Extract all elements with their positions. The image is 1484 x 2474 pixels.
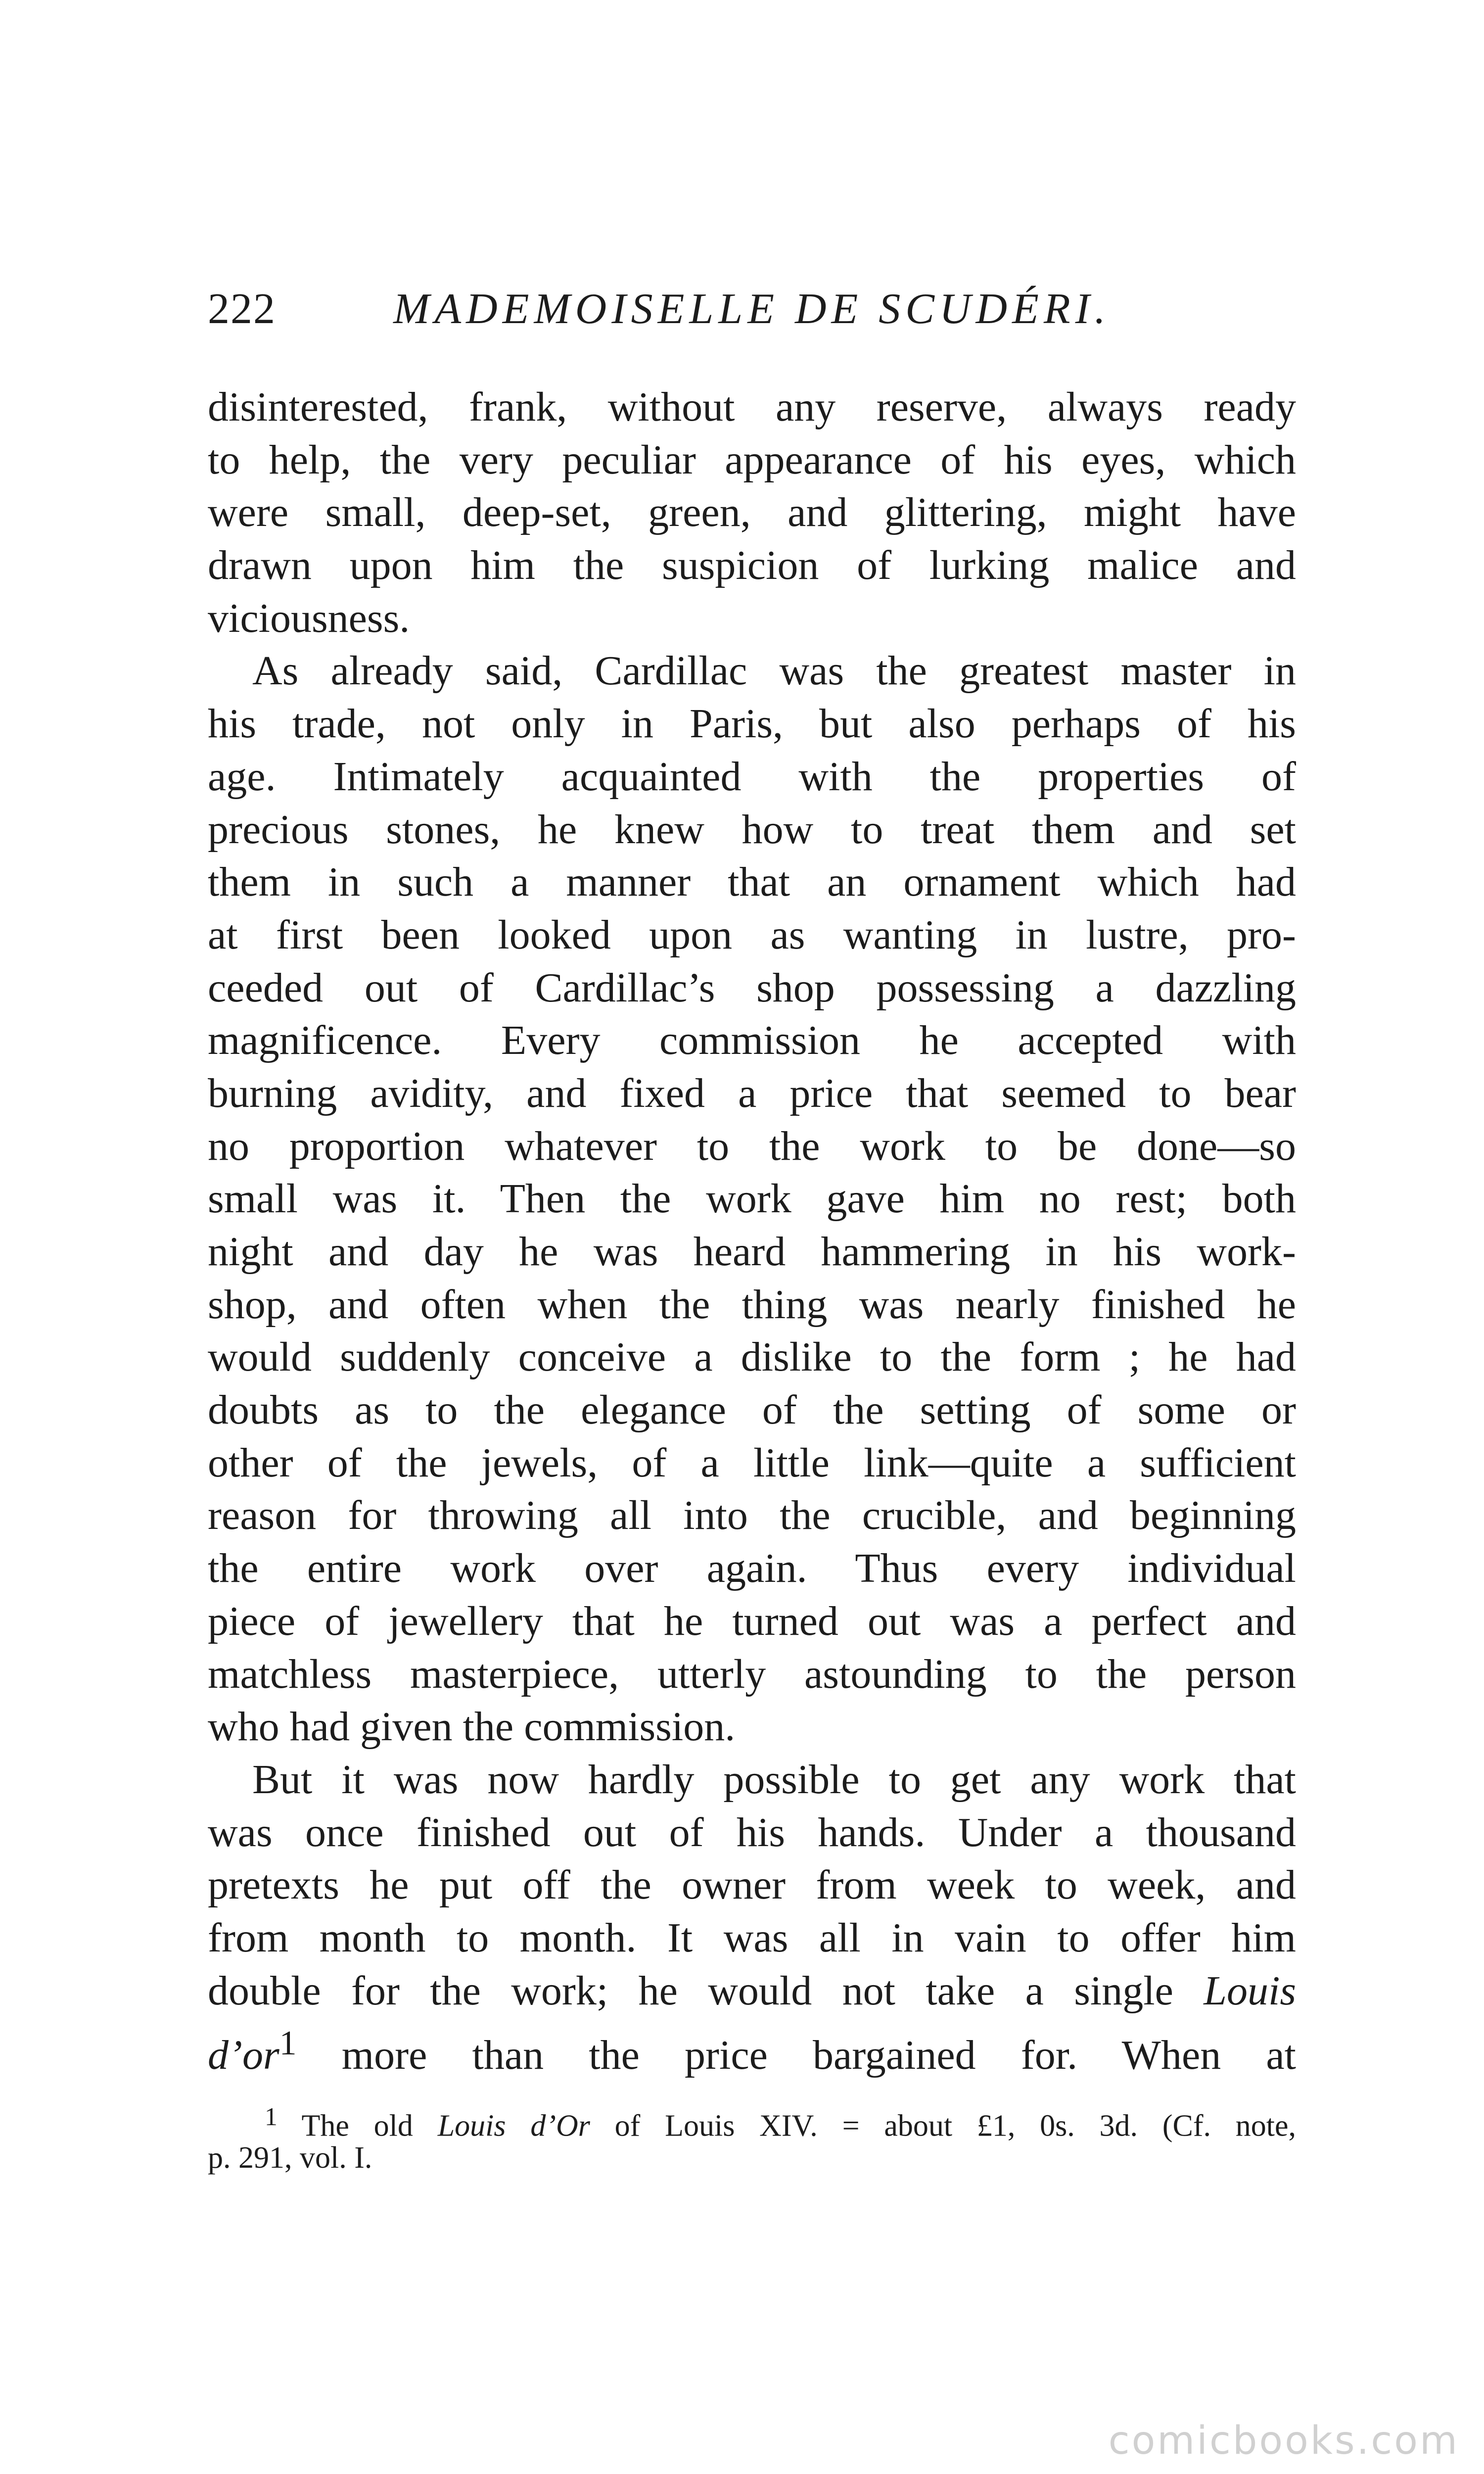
text-line: piece of jewellery that he turned out was a perfect and [208,1598,1296,1644]
footnote-italic: Louis d’Or [437,2109,590,2143]
text-line: disinterested, frank, without any reserve, always ready [208,384,1296,430]
text-line: small was it. Then the work gave him no rest; both [208,1176,1296,1222]
text-line: shop, and often when the thing was nearly finished he [208,1281,1296,1328]
text-line: the entire work over again. Thus every individual [208,1545,1296,1592]
text-line: his trade, not only in Paris, but also perhaps of his [208,701,1296,747]
text-line: But it was now hardly possible to get any work that [252,1756,1296,1803]
text-line: was once finished out of his hands. Under a thousand [208,1809,1296,1856]
text-line: magnificence. Every commission he accepted with [208,1017,1296,1064]
text-line-with-italic [208,1965,1296,2018]
text-line: them in such a manner that an ornament which had [208,859,1296,905]
footnote-number: 1 [265,2103,278,2131]
running-head [208,282,1296,336]
text-line: at first been looked upon as wanting in lustre, pro- [208,911,1296,958]
italic-phrase: Louis [1204,1967,1297,2014]
watermark: comicbooks.com [1108,2419,1459,2463]
footnote-line: p. 291, vol. I. [208,2141,372,2175]
text-line: precious stones, he knew how to treat them and set [208,806,1296,853]
text-line: were small, deep-set, green, and glittering, might have [208,489,1296,536]
text-line: reason for throwing all into the crucible, and beginning [208,1492,1296,1539]
text-line: would suddenly conceive a dislike to the form ; he had [208,1334,1296,1380]
footnotes [208,2097,1296,2178]
text-line: doubts as to the elegance of the setting of some or [208,1387,1296,1433]
text-line: who had given the commission. [208,1704,736,1750]
text-line: age. Intimately acquainted with the properties of [208,753,1296,800]
text-line: As already said, Cardillac was the greatest master in [252,648,1296,694]
text-line: viciousness. [208,595,410,641]
running-title: MADEMOISELLE DE SCUDÉRI. [393,285,1111,333]
text-segment: double for the work; he would not take a single [208,1967,1173,2014]
text-line: burning avidity, and fixed a price that seemed to bear [208,1070,1296,1116]
text-line: from month to month. It was all in vain to offer him [208,1914,1296,1961]
text-line: night and day he was heard hammering in his work- [208,1229,1296,1275]
text-line: no proportion whatever to the work to be done—so [208,1123,1296,1169]
text-line: other of the jewels, of a little link—quite a sufficient [208,1439,1296,1486]
body-text [208,381,1297,2079]
footnote-text: The old [301,2109,413,2143]
italic-phrase: d’or [208,2032,279,2079]
text-line-with-footnote [208,2017,1296,2079]
text-segment: more than the price bargained for. When at [341,2032,1296,2079]
text-line: pretexts he put off the owner from week to week, and [208,1862,1296,1908]
text-line: to help, the very peculiar appearance of his eyes, which [208,436,1296,483]
footnote-text: of Louis XIV. = about £1, 0s. 3d. (Cf. note, [614,2109,1297,2143]
text-line: matchless masterpiece, utterly astounding to the person [208,1651,1296,1697]
text-line: ceeded out of Cardillac’s shop possessing a dazzling [208,964,1296,1011]
page-number: 222 [208,285,276,333]
text-line: drawn upon him the suspicion of lurking malice and [208,542,1296,589]
footnote-marker: 1 [279,2024,297,2063]
footnote-line [208,2097,1297,2143]
